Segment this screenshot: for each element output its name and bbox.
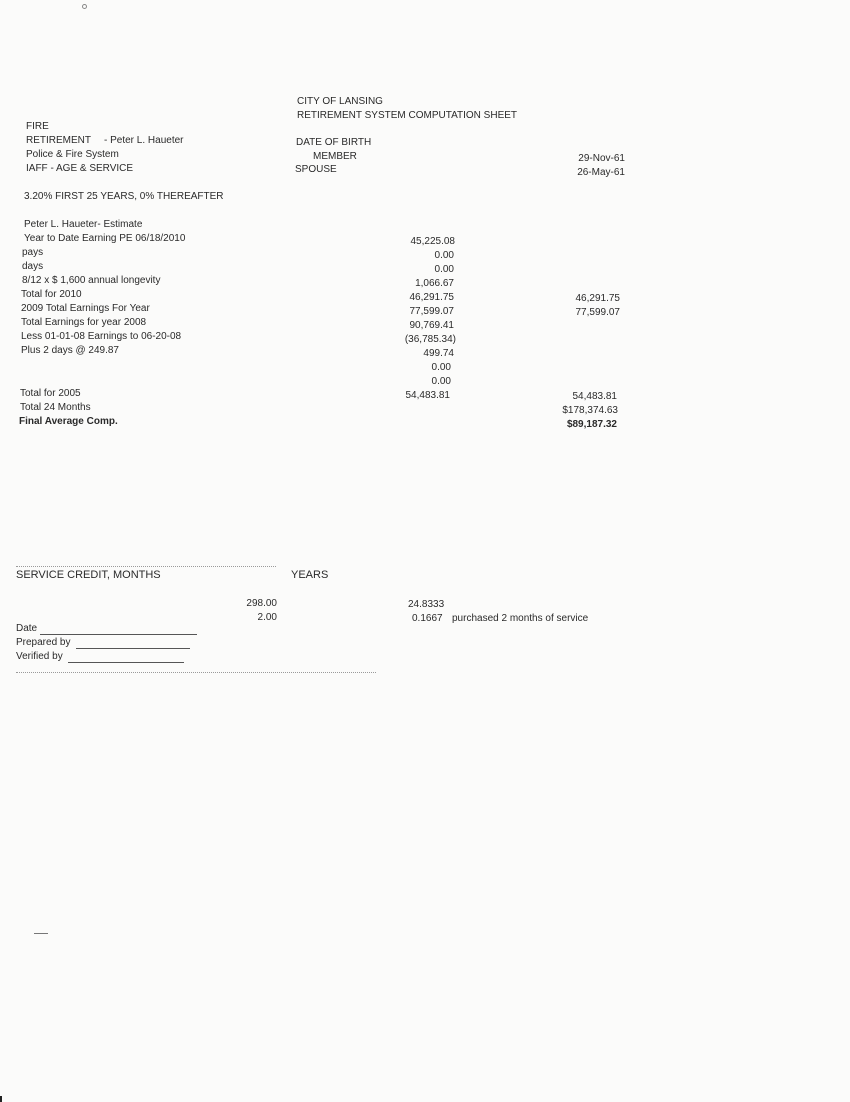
scan-speck (0, 1096, 2, 1102)
date-label: Date (16, 623, 38, 634)
row-label: Year to Date Earning PE 06/18/2010 (24, 233, 186, 244)
member-label: MEMBER (313, 151, 357, 162)
total-24-months-label: Total 24 Months (20, 402, 91, 413)
row-amount: 0.00 (434, 264, 454, 275)
service-years-1: 24.8333 (408, 599, 445, 610)
row-amount: 45,225.08 (410, 236, 455, 247)
final-average-comp-value: $89,187.32 (566, 419, 617, 430)
scan-speck (82, 4, 87, 9)
service-rule (16, 566, 276, 567)
service-months-1: 298.00 (246, 598, 277, 609)
total-2005-total: 54,483.81 (572, 391, 617, 402)
retirement-system: Police & Fire System (26, 149, 119, 160)
retiree-name: - Peter L. Haueter (104, 135, 184, 146)
plan-type: IAFF - AGE & SERVICE (26, 163, 134, 174)
row-amount: 77,599.07 (409, 306, 454, 317)
service-years-2: 0.1667 (412, 613, 443, 624)
prepared-signature-line (76, 648, 190, 649)
footer-rule (16, 672, 376, 673)
years-heading: YEARS (291, 569, 329, 581)
row-amount: 0.00 (431, 362, 451, 373)
spouse-label: SPOUSE (295, 164, 337, 175)
row-label: Total for 2010 (21, 289, 82, 300)
dob-heading: DATE OF BIRTH (296, 137, 372, 148)
date-signature-line (40, 634, 197, 635)
total-24-months-value: $178,374.63 (562, 405, 618, 416)
final-average-comp-label: Final Average Comp. (19, 416, 118, 427)
service-months-2: 2.00 (257, 612, 277, 623)
row-label: pays (22, 247, 44, 258)
row-amount: (36,785.34) (404, 334, 456, 345)
row-label: Less 01-01-08 Earnings to 06-20-08 (21, 331, 182, 342)
row-amount: 499.74 (423, 348, 454, 359)
member-dob: 29-Nov-61 (578, 153, 625, 164)
service-credit-heading: SERVICE CREDIT, MONTHS (16, 569, 161, 581)
purchased-service-note: purchased 2 months of service (452, 613, 589, 624)
rate-note: 3.20% FIRST 25 YEARS, 0% THEREAFTER (24, 191, 224, 202)
row-total: 77,599.07 (575, 307, 620, 318)
estimate-title: Peter L. Haueter- Estimate (24, 219, 143, 230)
row-label: Plus 2 days @ 249.87 (21, 345, 119, 356)
row-label: days (22, 261, 44, 272)
row-label: 2009 Total Earnings For Year (21, 303, 150, 314)
row-label: Total Earnings for year 2008 (21, 317, 147, 328)
city-name: CITY OF LANSING (297, 96, 383, 107)
total-2005-amount: 54,483.81 (405, 390, 450, 401)
row-amount: 46,291.75 (409, 292, 454, 303)
department: FIRE (26, 121, 49, 132)
scan-speck (34, 933, 48, 934)
retirement-label: RETIREMENT (26, 135, 91, 146)
total-2005-label: Total for 2005 (20, 388, 81, 399)
row-amount: 0.00 (434, 250, 454, 261)
row-amount: 0.00 (431, 376, 451, 387)
verified-signature-line (68, 662, 184, 663)
verified-by-label: Verified by (16, 651, 63, 662)
row-label: 8/12 x $ 1,600 annual longevity (22, 275, 161, 286)
sheet-title: RETIREMENT SYSTEM COMPUTATION SHEET (297, 110, 518, 121)
row-amount: 1,066.67 (415, 278, 454, 289)
row-amount: 90,769.41 (409, 320, 454, 331)
prepared-by-label: Prepared by (16, 637, 71, 648)
row-total: 46,291.75 (575, 293, 620, 304)
spouse-dob: 26-May-61 (577, 167, 625, 178)
